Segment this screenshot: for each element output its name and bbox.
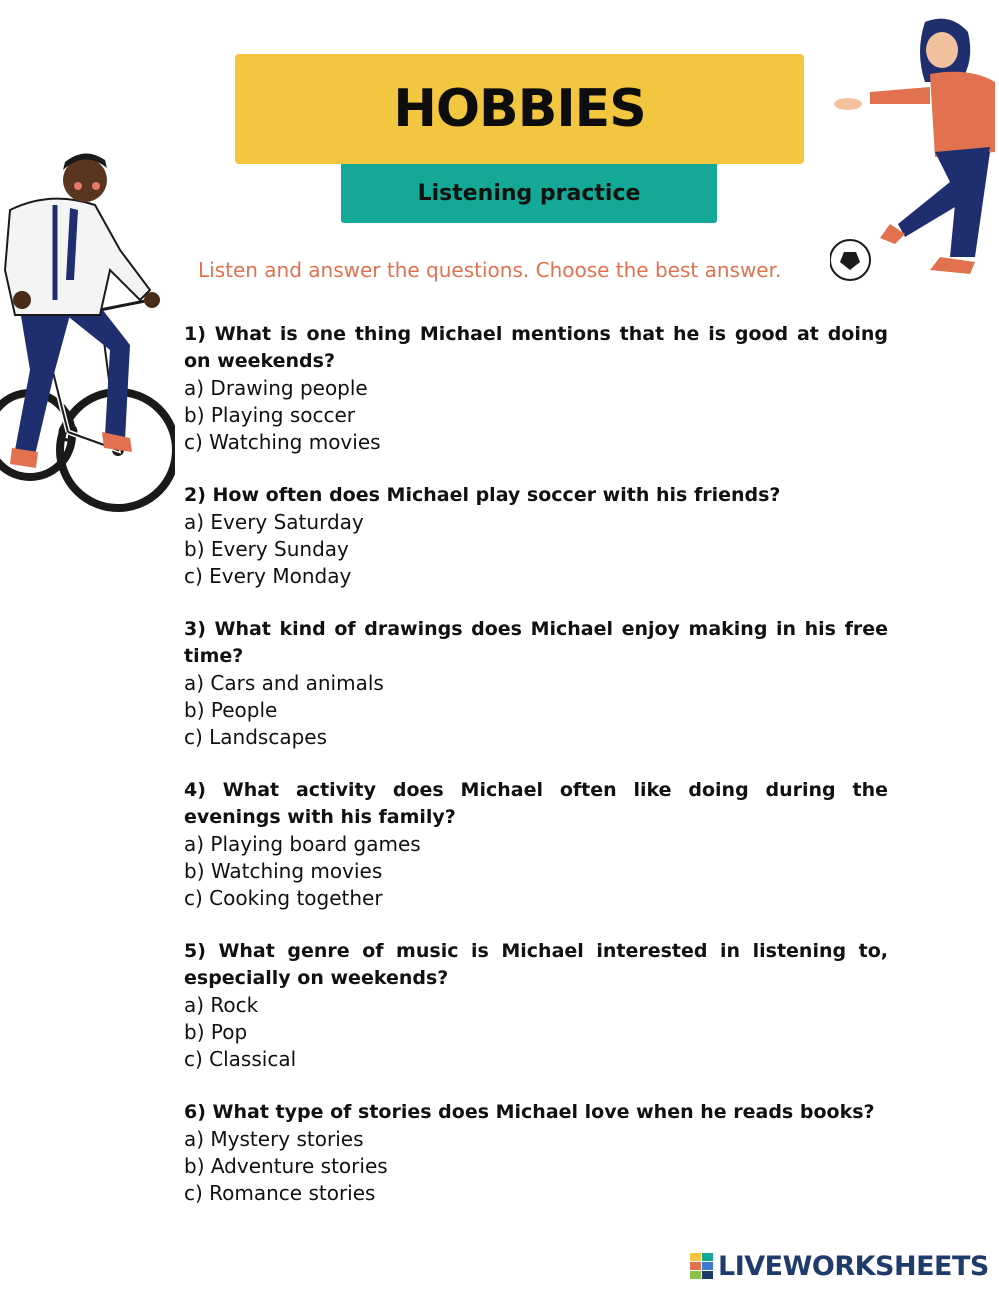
question-text: 3) What kind of drawings does Michael enjoy making in his free time? (184, 618, 888, 667)
brand-name: LIVEWORKSHEETS (718, 1250, 989, 1282)
answer-option[interactable]: a) Playing board games (184, 832, 421, 856)
answer-option[interactable]: b) Pop (184, 1020, 248, 1044)
answer-option[interactable]: c) Romance stories (184, 1181, 376, 1205)
answer-option[interactable]: a) Drawing people (184, 376, 368, 400)
answer-option[interactable]: b) Adventure stories (184, 1154, 388, 1178)
title-banner (235, 54, 804, 164)
page-subtitle: Listening practice (417, 181, 641, 206)
question-text: 5) What genre of music is Michael interested in listening to, especially on weekends? (184, 940, 888, 989)
boy-on-bicycle-illustration (0, 150, 175, 520)
liveworksheets-logo-icon (690, 1253, 714, 1279)
answer-option[interactable]: b) People (184, 698, 278, 722)
subtitle-banner (341, 164, 717, 223)
answer-option[interactable]: a) Cars and animals (184, 671, 384, 695)
question-text: 2) How often does Michael play soccer with his friends? (184, 484, 781, 506)
answer-option[interactable]: c) Cooking together (184, 886, 383, 910)
question-2 (184, 482, 888, 590)
answer-option[interactable]: a) Mystery stories (184, 1127, 364, 1151)
answer-option[interactable]: a) Rock (184, 993, 259, 1017)
answer-option[interactable]: c) Classical (184, 1047, 297, 1071)
question-3 (184, 616, 888, 751)
answer-option[interactable]: c) Watching movies (184, 430, 381, 454)
page-title: HOBBIES (393, 79, 646, 139)
question-text: 1) What is one thing Michael mentions that he is good at doing on weekends? (184, 323, 888, 372)
answer-option[interactable]: b) Every Sunday (184, 537, 349, 561)
question-5 (184, 938, 888, 1073)
question-text: 6) What type of stories does Michael love when he reads books? (184, 1101, 875, 1123)
instructions-text: Listen and answer the questions. Choose the best answer. (198, 258, 782, 282)
question-text: 4) What activity does Michael often like doing during the evenings with his family? (184, 779, 888, 828)
question-4 (184, 777, 888, 912)
answer-option[interactable]: c) Every Monday (184, 564, 352, 588)
girl-playing-soccer-illustration (830, 12, 999, 284)
answer-option[interactable]: c) Landscapes (184, 725, 328, 749)
question-6 (184, 1099, 888, 1207)
answer-option[interactable]: a) Every Saturday (184, 510, 364, 534)
liveworksheets-logo (690, 1248, 989, 1284)
question-list (184, 321, 888, 1233)
answer-option[interactable]: b) Watching movies (184, 859, 383, 883)
question-1 (184, 321, 888, 456)
answer-option[interactable]: b) Playing soccer (184, 403, 356, 427)
